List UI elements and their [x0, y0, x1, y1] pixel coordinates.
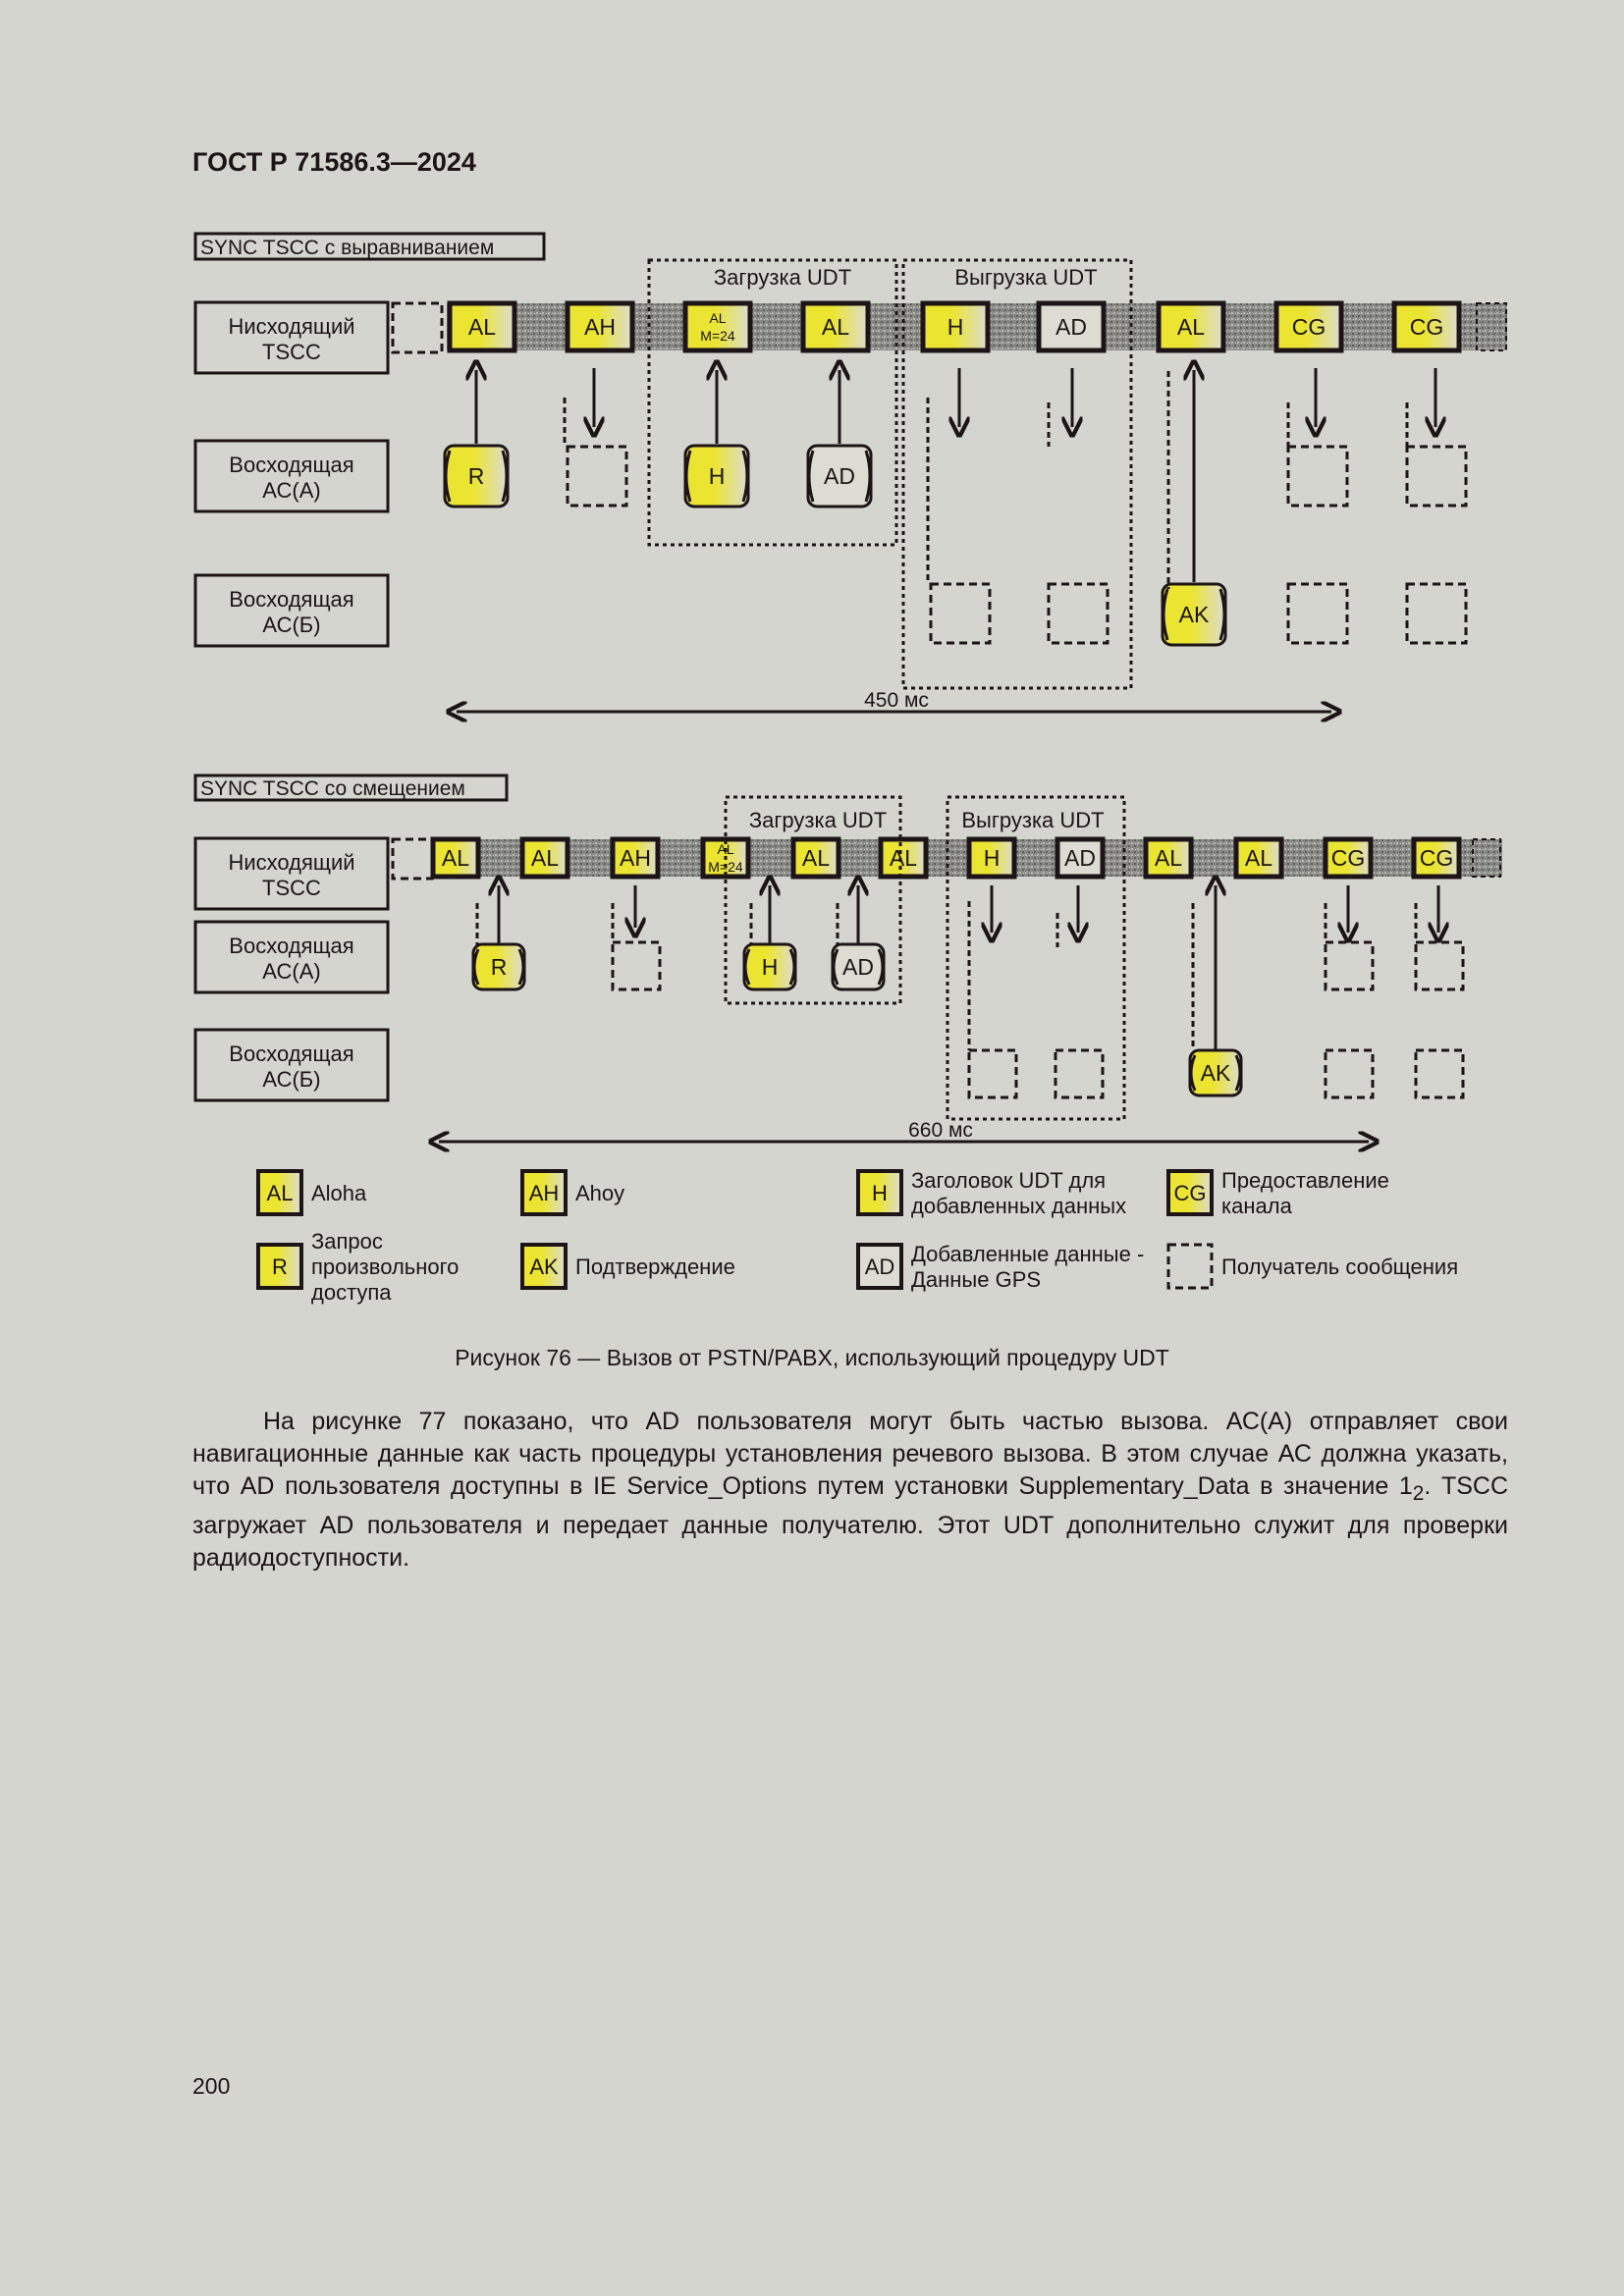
legend-code-cg: CG [1173, 1181, 1207, 1205]
row-label-text: АС(А) [262, 959, 321, 984]
legend-code-r: R [272, 1255, 288, 1279]
slot-label-ah: AH [584, 314, 616, 340]
dummy-slot [393, 303, 442, 352]
recipient-placeholder [1326, 1050, 1373, 1097]
legend-description: канала [1221, 1194, 1292, 1218]
recipient-placeholder [969, 1050, 1016, 1097]
recipient-placeholder [613, 942, 660, 989]
legend-code-ak: AK [529, 1255, 559, 1279]
uplink-label-ak: AK [1178, 602, 1210, 627]
legend-description: Получатель сообщения [1221, 1255, 1459, 1279]
slot-label-al: AL [441, 845, 470, 871]
slot-label-al: AL [1176, 314, 1206, 340]
body-text-part1: На рисунке 77 показано, что AD пользователя могут быть частью вызова. АС(А) отправляет свои навигационные данные как часть процедуры установления речевого вызова. В этом случае АС должна указать, что AD пользователя доступны в IE Service_Options путем установки Supplementary_Data в значение 1 [192, 1408, 1508, 1500]
row-label-text: Восходящая [229, 453, 354, 477]
recipient-placeholder [1288, 447, 1347, 506]
body-paragraph [192, 1406, 1508, 1575]
legend-description: произвольного [311, 1255, 460, 1279]
legend-description: Запрос [311, 1229, 383, 1254]
legend-description: Подтверждение [575, 1255, 735, 1279]
uplink-label-h: H [708, 463, 726, 489]
channel-end [1473, 839, 1500, 877]
row-label-text: АС(Б) [262, 1067, 321, 1092]
uplink-label-r: R [467, 463, 485, 489]
row-label-text: Восходящая [229, 587, 354, 612]
legend-description: Заголовок UDT для [911, 1168, 1107, 1193]
legend-description: доступа [311, 1280, 392, 1305]
slot-label-al: AL [467, 314, 497, 340]
slot-label-al: AL [709, 310, 727, 326]
slot-label-al: AL [821, 314, 850, 340]
row-label-text: АС(Б) [262, 613, 321, 637]
slot-label-al: AL [1244, 845, 1273, 871]
diagram-title: SYNC TSCC со смещением [200, 777, 465, 800]
slot-label-cg: CG [1291, 314, 1326, 340]
legend-code-ad: AD [864, 1255, 895, 1279]
channel-end [1477, 303, 1506, 350]
row-label-text: Нисходящий [228, 850, 355, 875]
slot-label-ad: AD [1056, 314, 1087, 340]
uplink-label-h: H [761, 954, 779, 980]
legend-code-ah: AH [528, 1181, 560, 1205]
uplink-label-ak: AK [1200, 1060, 1231, 1086]
slot-label-ah: AH [620, 845, 651, 871]
download-udt-label: Выгрузка UDT [954, 265, 1098, 290]
row-label-text: TSCC [262, 876, 321, 900]
uplink-label-ad: AD [824, 463, 855, 489]
slot-label-m24: M=24 [708, 859, 743, 875]
recipient-placeholder [1326, 942, 1373, 989]
recipient-placeholder [931, 584, 990, 643]
upload-udt-label: Загрузка UDT [748, 808, 888, 832]
dummy-slot [393, 839, 432, 879]
recipient-placeholder [1407, 584, 1466, 643]
row-label-text: Восходящая [229, 1041, 354, 1066]
slot-label-al: AL [717, 841, 734, 857]
diagram-title: SYNC TSCC с выравниванием [200, 237, 495, 259]
duration-span-label: 660 мс [908, 1119, 973, 1142]
row-label-text: АС(А) [262, 478, 321, 503]
slot-label-m24: M=24 [700, 328, 735, 344]
slot-label-ad: AD [1064, 845, 1096, 871]
slot-label-al: AL [889, 845, 918, 871]
legend [258, 1168, 1458, 1305]
slot-label-h: H [983, 845, 1001, 871]
recipient-placeholder [568, 447, 626, 506]
page-number: 200 [192, 2073, 231, 2099]
recipient-placeholder [1288, 584, 1347, 643]
slot-label-cg: CG [1409, 314, 1444, 340]
uplink-label-ad: AD [842, 954, 874, 980]
row-label-text: TSCC [262, 340, 321, 364]
row-label-text: Нисходящий [228, 314, 355, 339]
recipient-placeholder [1416, 942, 1463, 989]
uplink-label-r: R [490, 954, 508, 980]
slot-label-cg: CG [1419, 845, 1454, 871]
recipient-placeholder [1049, 584, 1108, 643]
slot-label-al: AL [1154, 845, 1183, 871]
row-label-text: Восходящая [229, 934, 354, 958]
legend-code-h: H [872, 1181, 888, 1205]
recipient-placeholder [1407, 447, 1466, 506]
legend-code-al: AL [266, 1181, 294, 1205]
document-header: ГОСТ Р 71586.3—2024 [192, 147, 476, 177]
legend-description: Предоставление [1221, 1168, 1389, 1193]
legend-description: Ahoy [575, 1181, 625, 1205]
legend-swatch-recipient [1168, 1245, 1212, 1288]
slot-label-al: AL [801, 845, 831, 871]
slot-label-cg: CG [1330, 845, 1366, 871]
legend-description: Данные GPS [911, 1267, 1042, 1292]
upload-udt-label: Загрузка UDT [713, 265, 852, 290]
legend-description: Добавленные данные - [911, 1242, 1145, 1266]
legend-description: Aloha [311, 1181, 367, 1205]
figure-caption: Рисунок 76 — Вызов от PSTN/PABX, использующий процедуру UDT [455, 1345, 1169, 1370]
diagram-aligned [195, 234, 1507, 712]
recipient-placeholder [1056, 1050, 1103, 1097]
duration-span-label: 450 мс [864, 689, 929, 712]
diagram-offset [195, 775, 1502, 1142]
legend-description: добавленных данных [911, 1194, 1127, 1218]
body-text-part2: . TSCC загружает AD пользователя и передает данные получателю. Этот UDT дополнительно служит для проверки радиодоступности. [192, 1472, 1509, 1572]
slot-label-h: H [947, 314, 964, 340]
body-subscript: 2 [1412, 1482, 1425, 1505]
recipient-placeholder [1416, 1050, 1463, 1097]
slot-label-al: AL [530, 845, 560, 871]
download-udt-label: Выгрузка UDT [961, 808, 1105, 832]
